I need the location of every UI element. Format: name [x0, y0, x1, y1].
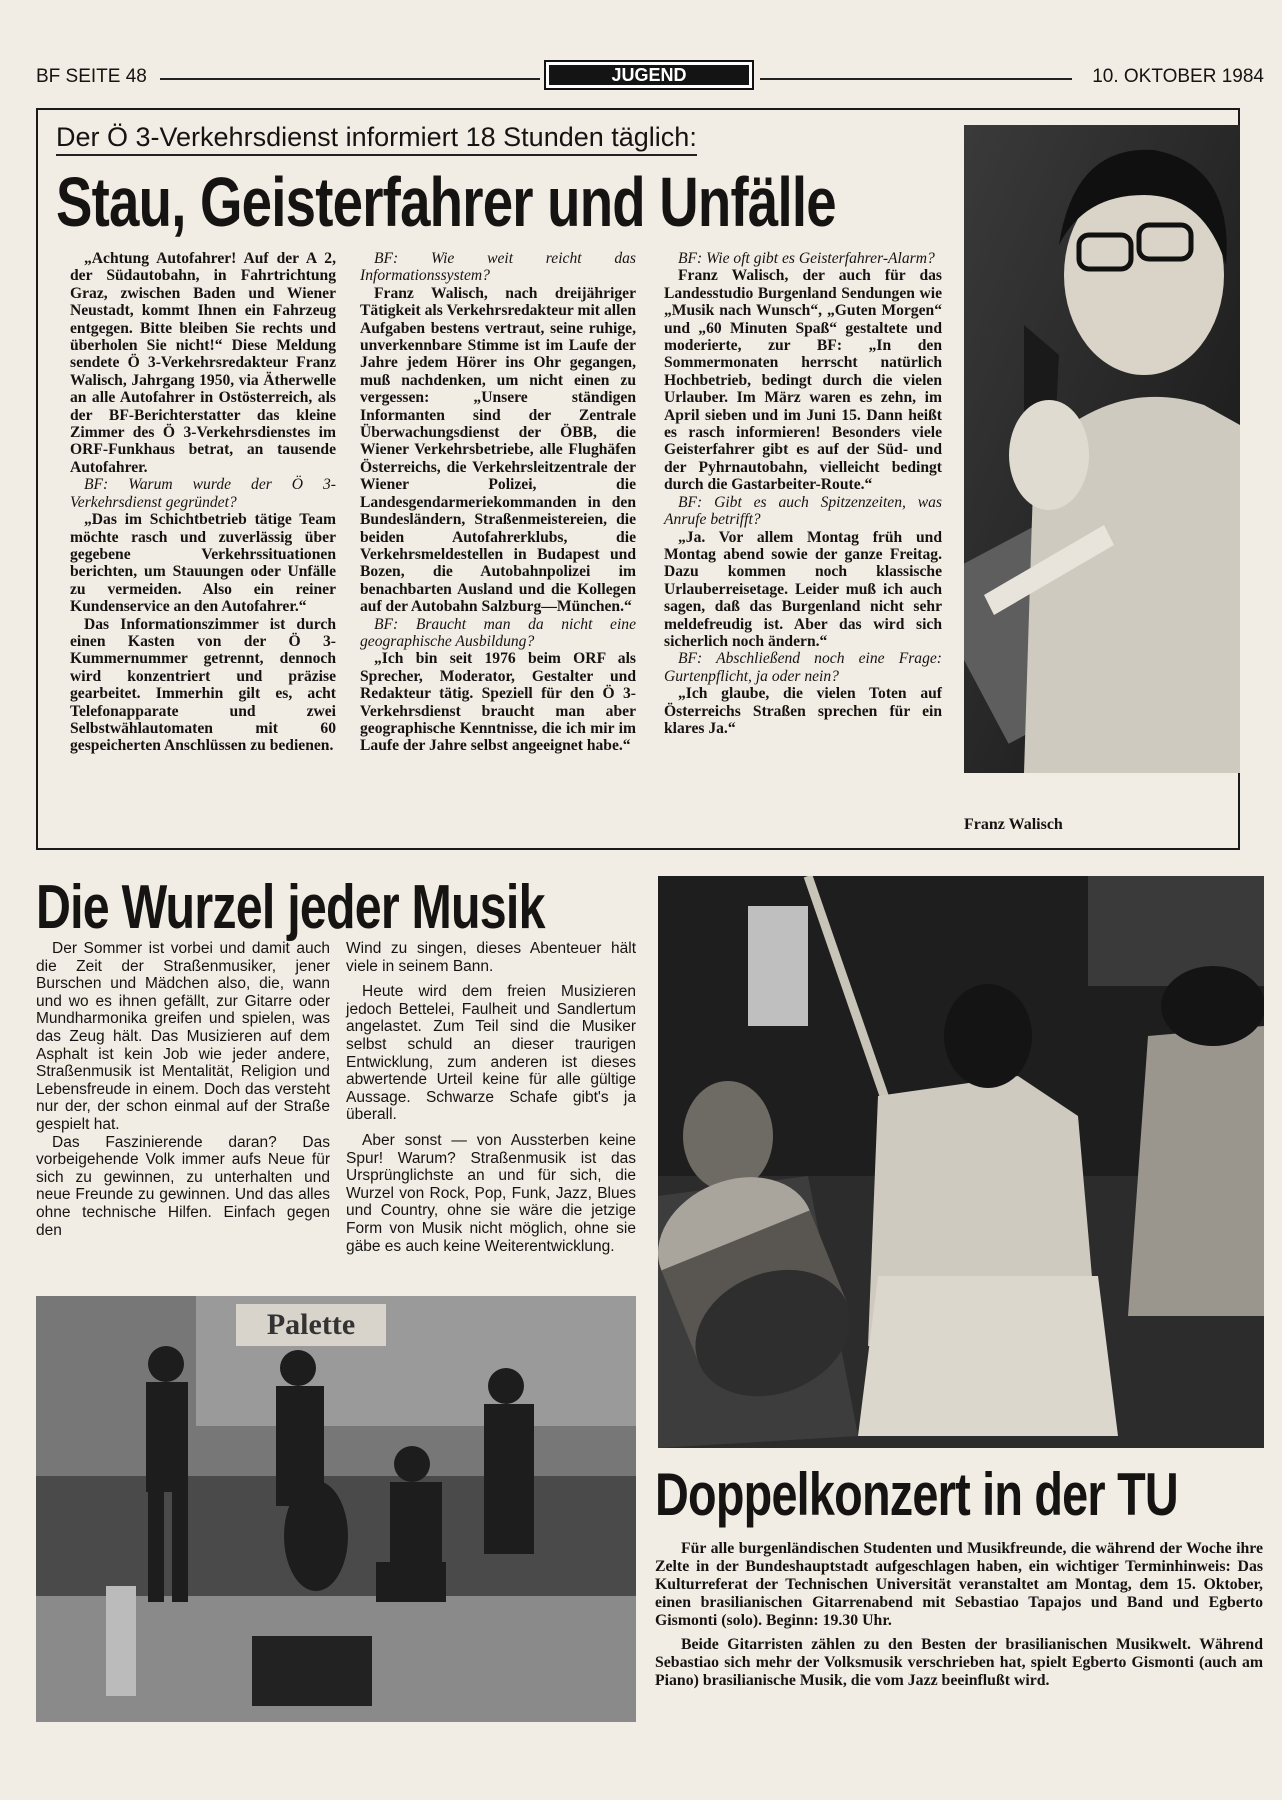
shop-sign: Palette — [266, 1308, 356, 1341]
paragraph: Wind zu singen, dieses Abenteuer hält viele in seinem Bann. — [346, 940, 636, 975]
article-headline: Die Wurzel jeder Musik — [36, 873, 545, 942]
interview-question: BF: Gibt es auch Spitzenzeiten, was Anrufe betrifft? — [664, 493, 942, 529]
paragraph: Heute wird dem freien Musizieren jedoch Bettelei, Faulheit und Sandlertum angelastet. Zum Teil sind die Musiker selbst schuld an dieser traurigen Entwicklung, zum anderen ist dieses abwertende Urteil keine für alle gültige Aussage. Schwarze Schafe gibt's ja überall. — [346, 983, 636, 1124]
paragraph: Franz Walisch, nach dreijähriger Tätigkeit als Verkehrsredakteur mit allen Aufgaben bestens vertraut, seine ruhige, unverkennbare Stimme ist im Laufe der Jahre jedem Hörer ins Ohr gegangen, muß nachdenken, um nicht einen zu vergessen: „Unsere ständigen Informanten sind der Zentrale Überwachungsdienst der ÖBB, die Wiener Verkehrsbetriebe, alle Flughäfen Österreichs, die Verkehrsleitzentrale der Wiener Polizei, die Landesgendarmeriekommanden in den Bundesländern, Straßenmeistereien, die beiden Autofahrerklubs, die Verkehrsmeldestellen in Budapest und Bozen, die Autobahnpolizei im benachbarten Ausland und die Kollegen auf der Autobahn Salzburg—München.“ — [360, 284, 636, 616]
paragraph: „Ja. Vor allem Montag früh und Montag abend sowie der ganze Freitag. Dazu kommen noch klassische Urlauberreisetage. Leider muß ich auch sagen, daß das Burgenland nicht sehr meldefreudig ist. Aber das wird sich sicherlich noch ändern.“ — [664, 528, 942, 650]
paragraph: „Ich glaube, die vielen Toten auf Österreichs Straßen sprechen für ein klares Ja.“ — [664, 685, 942, 737]
interview-question: BF: Warum wurde der Ö 3-Verkehrsdienst gegründet? — [70, 476, 336, 511]
article-body — [655, 1540, 1263, 1690]
section-label: JUGEND — [549, 65, 749, 85]
article-column-2 — [360, 250, 636, 755]
paragraph: Das Faszinierende daran? Das vorbeigehende Volk immer aufs Neue für sich zu gewinnen, zu unterhalten und neue Freunde zu gewinnen. Und das alles ohne technische Hilfen. Einfach gegen den — [36, 1133, 330, 1239]
paragraph: Beide Gitarristen zählen zu den Besten der brasilianischen Musikwelt. Während Sebastiao sich mehr der Volksmusik verschrieben hat, spielt Egberto Gismonti (auch am Piano) brasilianische Musik, die vom Jazz beeinflußt wird. — [655, 1636, 1263, 1689]
article-kicker: Der Ö 3-Verkehrsdienst informiert 18 Stunden täglich: — [56, 122, 697, 156]
paragraph: Aber sonst — von Aussterben keine Spur! Warum? Straßenmusik ist das Ursprünglichste an und für sich, die Wurzel von Rock, Pop, Funk, Jazz, Blues und Country, ohne sie wäre die jetzige Form von Musik nicht möglich, ohne sie gäbe es auch keine Weiterentwicklung. — [346, 1131, 636, 1255]
article-column-3 — [664, 250, 942, 737]
interview-question: BF: Braucht man da nicht eine geographische Ausbildung? — [360, 615, 636, 650]
paragraph: Der Sommer ist vorbei und damit auch die Zeit der Straßenmusiker, jener Burschen und Mädchen also, die, wann und wo es ihnen gefällt, zur Gitarre oder Mundharmonika greifen und spielen, was das Zeug hält. Das Musizieren auf dem Asphalt ist kein Job wie jeder andere, Straßenmusik ist Mentalität, Religion und Lebensfreude in einem. Doch das versteht nur der, der schon einmal auf der Straße gespielt hat. — [36, 940, 330, 1133]
paragraph: „Das im Schichtbetrieb tätige Team möchte rasch und zuverlässig über gegebene Verkehrssituationen berichten, um Stauungen oder Unfälle zu vermeiden. Also ein reiner Kundenservice an den Autofahrer.“ — [70, 511, 336, 616]
article-column-1 — [36, 940, 330, 1239]
interview-question: BF: Wie oft gibt es Geisterfahrer-Alarm? — [678, 250, 935, 267]
article-column-1 — [70, 250, 336, 755]
article-headline: Stau, Geisterfahrer und Unfälle — [56, 163, 836, 241]
header-rule-left — [160, 78, 540, 80]
header-rule-right — [760, 78, 1072, 80]
street-musicians-graphic — [36, 1296, 636, 1722]
portrait-photo — [964, 125, 1240, 773]
page-number: BF SEITE 48 — [36, 66, 147, 87]
interview-question: BF: Wie weit reicht das Informationssystem? — [360, 250, 636, 285]
paragraph: Franz Walisch, der auch für das Landesstudio Burgenland Sendungen wie „Musik nach Wunsch“, „Guten Morgen“ und „60 Minuten Spaß“ gestaltete und moderierte, zur BF: „In den Sommermonaten herrscht natürlich Hochbetrieb, bedingt durch die vielen Urlauber. Im März waren es zehn, im April sieben und im Juni 15. Dann heißt es rasch informieren! Besonders viele Geisterfahrer gibt es auf der Süd- und der Pyhrnautobahn, vielleicht bedingt durch die Gastarbeiter-Route.“ — [664, 267, 942, 494]
section-label-box — [544, 60, 754, 90]
interview-question: BF: Abschließend noch eine Frage: Gurtenpflicht, ja oder nein? — [664, 650, 942, 685]
paragraph: „Achtung Autofahrer! Auf der A 2, der Südautobahn, in Fahrtrichtung Graz, zwischen Baden und Wiener Neustadt, kommt Ihnen ein Fahrzeug entgegen. Bitte bleiben Sie rechts und überholen Sie nicht!“ Diese Meldung sendete Ö 3-Verkehrsredakteur Franz Walisch, Jahrgang 1950, via Ätherwelle an alle Autofahrer in Ostösterreich, als der BF-Berichterstatter das kleine Zimmer des Ö 3-Verkehrsdienstes im ORF-Funkhaus betrat, an tausende Autofahrer. — [70, 250, 336, 476]
photo-caption: Franz Walisch — [964, 816, 1063, 833]
paragraph: Für alle burgenländischen Studenten und Musikfreunde, die während der Woche ihre Zelte in der Bundeshauptstadt aufgeschlagen haben, ein wichtiger Terminhinweis: Das Kulturreferat der Technischen Universität veranstaltet am Montag, dem 15. Oktober, einen brasilianischen Gitarrenabend mit Sebastiao Tapajos und Band und Egberto Gismonti (solo). Beginn: 19.30 Uhr. — [655, 1540, 1263, 1629]
paragraph: „Ich bin seit 1976 beim ORF als Sprecher, Moderator, Gestalter und Redakteur tätig. Speziell für den Ö 3-Verkehrsdienst braucht man aber geographische Kenntnisse, die ich mir im Laufe der Jahre selbst angeeignet habe.“ — [360, 650, 636, 755]
issue-date: 10. OKTOBER 1984 — [1092, 66, 1264, 87]
article-column-2 — [346, 940, 636, 1255]
musicians-group-photo — [658, 876, 1264, 1448]
musicians-group-graphic — [658, 876, 1264, 1448]
paragraph: Das Informationszimmer ist durch einen Kasten von der Ö 3-Kummernummer getrennt, dennoch wird konzentriert und präzise gearbeitet. Immerhin gilt es, acht Telefonapparate und zwei Selbstwählautomaten mit 60 gespeicherten Anschlüssen zu bedienen. — [70, 615, 336, 755]
street-musicians-photo — [36, 1296, 636, 1722]
portrait-photo-graphic — [964, 125, 1240, 773]
article-headline: Doppelkonzert in der TU — [655, 1461, 1178, 1528]
